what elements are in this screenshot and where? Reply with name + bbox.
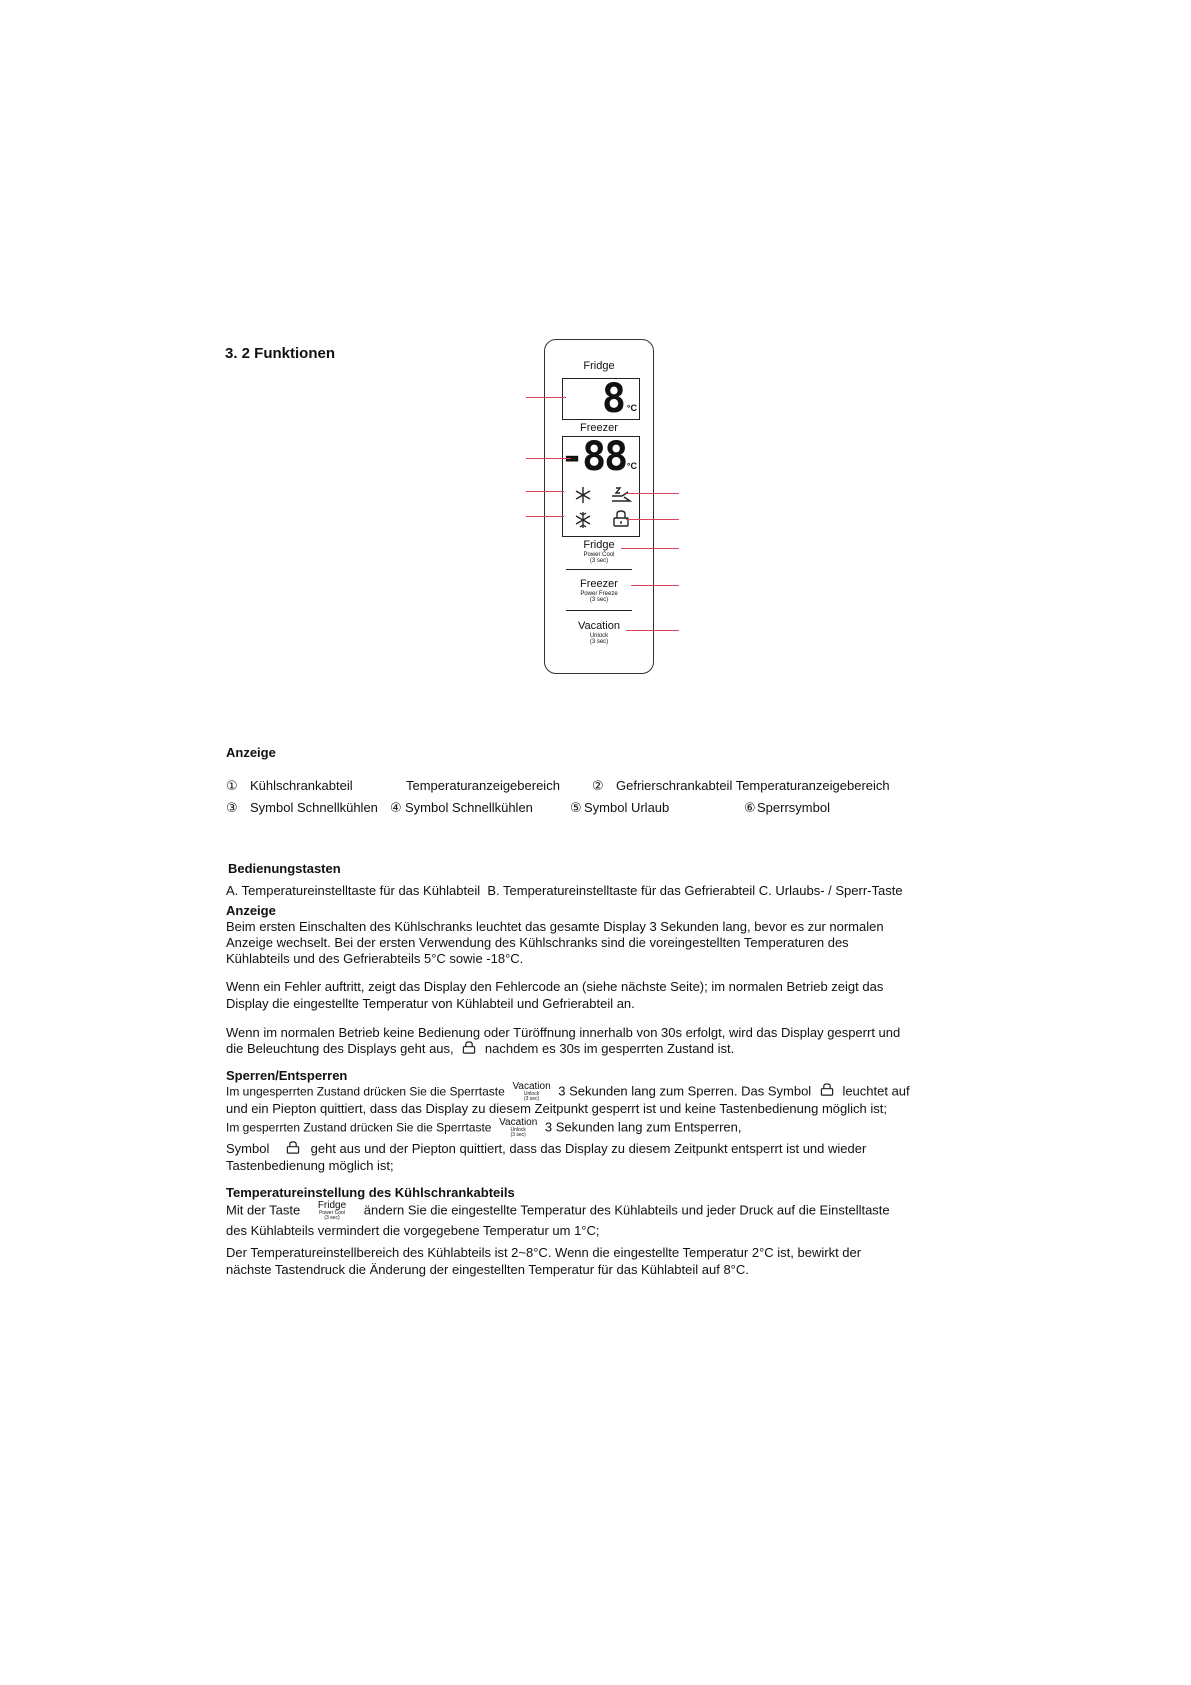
vacation-icon [610, 485, 632, 505]
paragraph-line [226, 1140, 866, 1157]
vacation-key-mini [499, 1118, 537, 1138]
fridge-temperature-unit: °C [626, 403, 637, 413]
callout-line [526, 516, 564, 517]
callout-line [631, 585, 679, 586]
paragraph-line [226, 1118, 742, 1138]
mini-key-sub: Unlock [523, 1091, 540, 1097]
paragraph-fragment: Mit der Taste [226, 1202, 301, 1218]
paragraph-line: Tastenbedienung möglich ist; [226, 1158, 394, 1173]
vacation-key-sub: Unlock [589, 633, 609, 639]
legend-num: ⑤ [570, 800, 582, 815]
legend-item: Symbol Urlaub [584, 800, 670, 815]
fridge-key-mini [318, 1201, 346, 1221]
paragraph-fragment: Symbol [226, 1141, 270, 1156]
legend-item: Gefrierschrankabteil Temperaturanzeigebereich [616, 778, 890, 793]
legend-item: Symbol Schnellkühlen [250, 800, 378, 815]
paragraph-fragment: 3 Sekunden lang zum Entsperren, [544, 1119, 742, 1135]
paragraph-line: Anzeige wechselt. Bei der ersten Verwendung des Kühlschranks sind die voreingestellten Temperaturen des [226, 935, 849, 950]
freezer-temperature-value: -88 [560, 434, 627, 480]
fridge-key-hold: (3 sec) [589, 558, 609, 564]
paragraph-fragment: geht aus und der Piepton quittiert, dass das Display zu diesem Zeitpunkt entsperrt ist und wieder [310, 1141, 867, 1156]
callout-line [526, 397, 566, 398]
paragraph-line: Display die eingestellte Temperatur von Kühlabteil und Gefrierabteil an. [226, 996, 635, 1011]
paragraph-fragment: die Beleuchtung des Displays geht aus, [226, 1041, 454, 1056]
fridge-display-label: Fridge [583, 360, 615, 372]
legend-num: ⑥ [744, 800, 756, 815]
section-heading: 3. 2 Funktionen [225, 345, 336, 362]
paragraph-line: des Kühlabteils vermindert die vorgegebene Temperatur um 1°C; [226, 1223, 600, 1238]
callout-line [526, 491, 564, 492]
legend-num: ③ [226, 800, 238, 815]
mini-key-hold: (3 sec) [324, 1215, 340, 1221]
callout-line [626, 493, 679, 494]
mini-key-sub: Unlock [510, 1127, 526, 1133]
freezer-key-label: Freezer [580, 578, 618, 590]
buttons-heading: Bedienungstasten [228, 861, 341, 876]
paragraph-line: nächste Tastendruck die Änderung der eingestellten Temperatur für das Kühlabteil auf 8°C. [226, 1262, 749, 1277]
vacation-key-mini [512, 1082, 550, 1102]
lock-heading: Sperren/Entsperren [226, 1068, 348, 1083]
fridge-temperature-display [562, 378, 640, 420]
power-cool-icon [573, 485, 593, 505]
fridge-key-sub: Power Cool [583, 552, 615, 558]
lock-icon [461, 1040, 477, 1055]
legend-num: ④ [390, 800, 402, 815]
freezer-key-sub: Power Freeze [580, 591, 618, 597]
paragraph-line [226, 1040, 734, 1057]
callout-line [526, 458, 571, 459]
separator [566, 569, 632, 570]
separator [566, 610, 632, 611]
legend-num: ② [592, 778, 604, 793]
lock-icon [285, 1140, 301, 1155]
power-freeze-icon [573, 510, 593, 530]
paragraph-line [226, 1082, 910, 1102]
callout-line [626, 519, 679, 520]
paragraph-line: Beim ersten Einschalten des Kühlschranks leuchtet das gesamte Display 3 Sekunden lang, bevor es zur normalen [226, 919, 884, 934]
paragraph-line [226, 1201, 890, 1221]
legend-heading: Anzeige [226, 745, 276, 760]
fridge-key-label: Fridge [583, 539, 615, 551]
freezer-display-label: Freezer [580, 422, 618, 434]
legend-item: Sperrsymbol [757, 800, 830, 815]
mini-key-label: Vacation [499, 1117, 538, 1128]
freezer-key-hold: (3 sec) [589, 597, 609, 603]
paragraph-fragment: Im ungesperrten Zustand drücken Sie die Sperrtaste [226, 1084, 505, 1099]
legend-item: Kühlschrankabteil [250, 778, 353, 793]
freezer-temperature-display [562, 436, 640, 537]
mini-key-sub: Power Cool [319, 1210, 345, 1216]
paragraph-fragment: Im gesperrten Zustand drücken Sie die Sperrtaste [226, 1120, 492, 1135]
paragraph-line: Kühlabteils und des Gefrierabteils 5°C sowie -18°C. [226, 951, 524, 966]
paragraph-line: Der Temperatureinstellbereich des Kühlabteils ist 2~8°C. Wenn die eingestellte Temperatur 2°C ist, bewirkt der [226, 1245, 862, 1260]
vacation-key-hold: (3 sec) [589, 639, 609, 645]
fridge-temperature-value: 8 [601, 376, 624, 422]
mini-key-hold: (3 sec) [523, 1096, 540, 1102]
lock-icon [819, 1082, 835, 1097]
mini-key-label: Vacation [512, 1081, 551, 1092]
legend-item: Symbol Schnellkühlen [405, 800, 533, 815]
vacation-key-label: Vacation [578, 620, 620, 632]
paragraph-line: Wenn ein Fehler auftritt, zeigt das Display den Fehlercode an (siehe nächste Seite); im normalen Betrieb zeigt das [226, 979, 884, 994]
paragraph-line: Wenn im normalen Betrieb keine Bedienung oder Türöffnung innerhalb von 30s erfolgt, wird das Display gesperrt und [226, 1025, 901, 1040]
paragraph-fragment: ändern Sie die eingestellte Temperatur des Kühlabteils und jeder Druck auf die Einstelltaste [363, 1202, 890, 1218]
freezer-temperature-unit: °C [626, 461, 637, 471]
paragraph-fragment: leuchtet auf [842, 1083, 910, 1099]
buttons-description: A. Temperatureinstelltaste für das Kühlabteil B. Temperatureinstelltaste für das Gefrierabteil C. Urlaubs- / Sperr-Taste [226, 883, 903, 898]
legend-item: Temperaturanzeigebereich [406, 778, 560, 793]
display-heading: Anzeige [226, 903, 276, 918]
mini-key-hold: (3 sec) [510, 1132, 526, 1138]
mini-key-label: Fridge [317, 1200, 347, 1211]
paragraph-line: und ein Piepton quittiert, dass das Display zu diesem Zeitpunkt gesperrt ist und keine Tastenbedienung möglich ist; [226, 1101, 887, 1116]
paragraph-fragment: 3 Sekunden lang zum Sperren. Das Symbol [558, 1083, 812, 1099]
control-panel-diagram [544, 339, 654, 674]
callout-line [621, 548, 679, 549]
callout-line [626, 630, 679, 631]
temperature-heading: Temperatureinstellung des Kühlschrankabteils [226, 1185, 515, 1200]
paragraph-fragment: nachdem es 30s im gesperrten Zustand ist. [484, 1041, 735, 1056]
legend-num: ① [226, 778, 238, 793]
